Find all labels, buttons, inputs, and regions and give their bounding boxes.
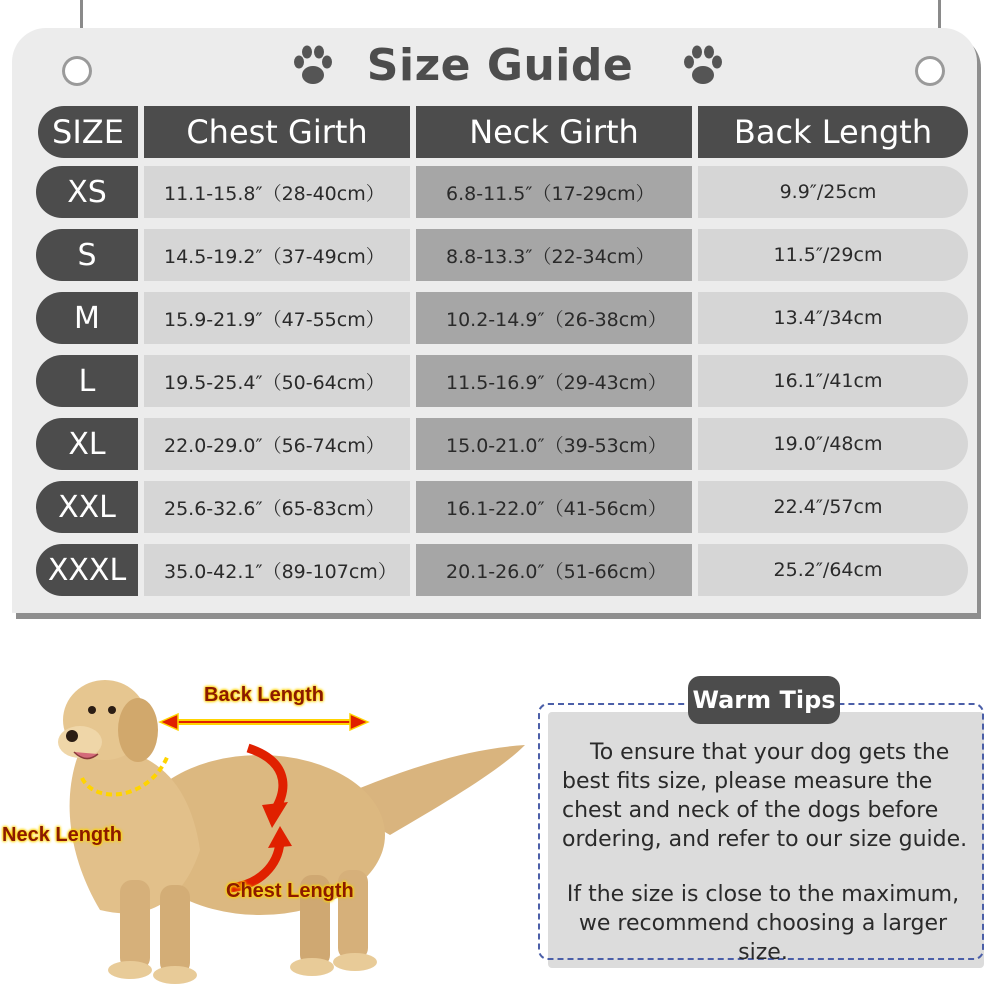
size-cell: XXXL — [36, 544, 138, 596]
chest-cell: 11.1-15.8″（28-40cm） — [144, 166, 410, 218]
chest-cell: 22.0-29.0″（56-74cm） — [144, 418, 410, 470]
size-cell: M — [36, 292, 138, 344]
table-row — [0, 481, 1000, 533]
header-chest-girth: Chest Girth — [144, 106, 410, 158]
table-row — [0, 229, 1000, 281]
neck-cell: 20.1-26.0″（51-66cm） — [416, 544, 692, 596]
label-back-length: Back Length — [204, 684, 325, 706]
back-cell: 22.4″/57cm — [698, 481, 968, 533]
neck-cell: 16.1-22.0″（41-56cm） — [416, 481, 692, 533]
header-size: SIZE — [38, 106, 138, 158]
back-cell: 16.1″/41cm — [698, 355, 968, 407]
neck-cell: 15.0-21.0″（39-53cm） — [416, 418, 692, 470]
table-row — [0, 418, 1000, 470]
back-length-arrow — [160, 714, 368, 730]
size-cell: L — [36, 355, 138, 407]
size-cell: XXL — [36, 481, 138, 533]
back-cell: 13.4″/34cm — [698, 292, 968, 344]
dog-body — [58, 680, 525, 984]
back-cell: 9.9″/25cm — [698, 166, 968, 218]
chest-cell: 19.5-25.4″（50-64cm） — [144, 355, 410, 407]
size-cell: XL — [36, 418, 138, 470]
label-chest-length: Chest Length — [226, 880, 354, 902]
table-row — [0, 166, 1000, 218]
page-title: Size Guide — [366, 40, 634, 91]
warm-tips-title: Warm Tips — [688, 676, 840, 724]
chest-cell: 14.5-19.2″（37-49cm） — [144, 229, 410, 281]
warm-tips-paragraph-1: To ensure that your dog gets the best fits size, please measure the chest and neck of the dogs before ordering, and refer to our size guide. — [562, 740, 968, 852]
size-cell: XS — [36, 166, 138, 218]
header-back-length: Back Length — [698, 106, 968, 158]
chest-cell: 15.9-21.9″（47-55cm） — [144, 292, 410, 344]
neck-cell: 11.5-16.9″（29-43cm） — [416, 355, 692, 407]
size-cell: S — [36, 229, 138, 281]
back-cell: 25.2″/64cm — [698, 544, 968, 596]
warm-tips-paragraph-2: If the size is close to the maximum, we recommend choosing a larger size. — [566, 882, 960, 965]
label-neck-length: Neck Length — [2, 824, 123, 846]
table-row — [0, 544, 1000, 596]
table-row — [0, 355, 1000, 407]
back-cell: 11.5″/29cm — [698, 229, 968, 281]
header-neck-girth: Neck Girth — [416, 106, 692, 158]
neck-cell: 10.2-14.9″（26-38cm） — [416, 292, 692, 344]
back-cell: 19.0″/48cm — [698, 418, 968, 470]
neck-cell: 6.8-11.5″（17-29cm） — [416, 166, 692, 218]
neck-cell: 8.8-13.3″（22-34cm） — [416, 229, 692, 281]
table-row — [0, 292, 1000, 344]
chest-cell: 35.0-42.1″（89-107cm） — [144, 544, 410, 596]
chest-cell: 25.6-32.6″（65-83cm） — [144, 481, 410, 533]
